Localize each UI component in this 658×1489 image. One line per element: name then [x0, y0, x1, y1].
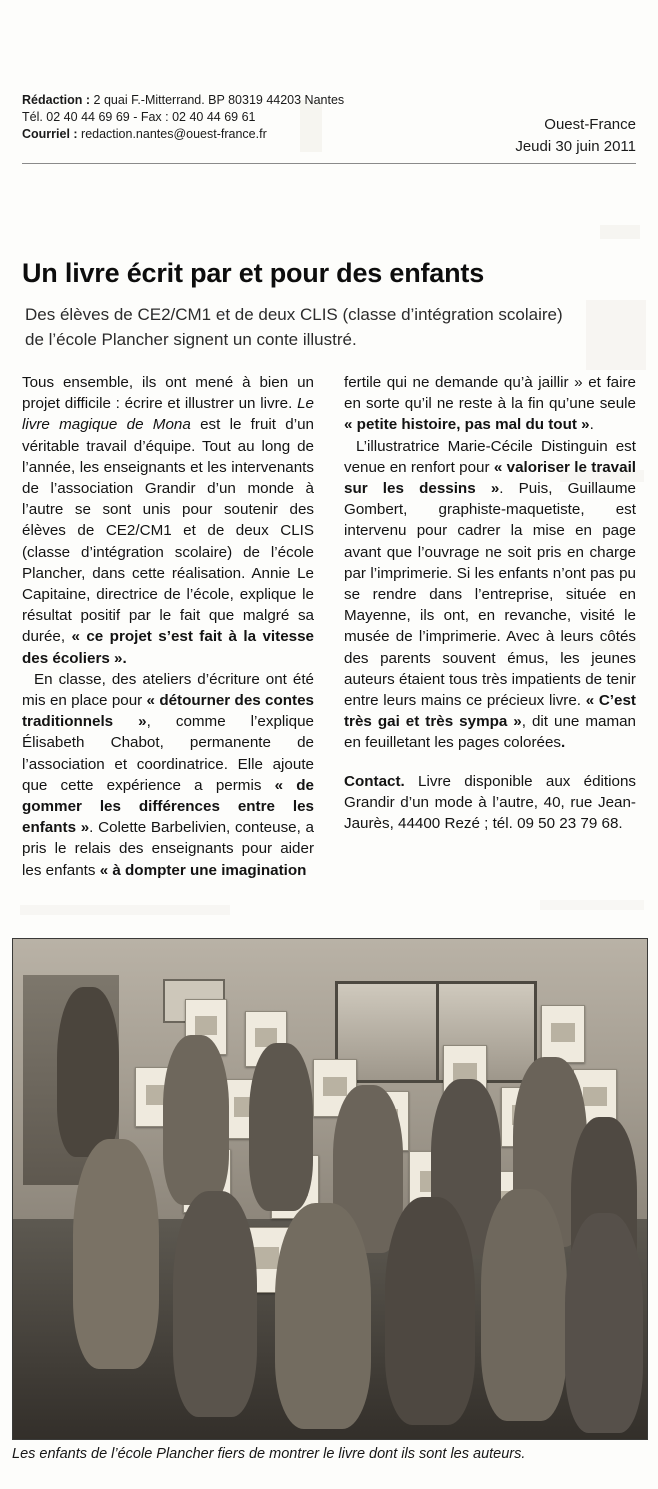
- child-figure: [173, 1191, 257, 1417]
- text-run: En classe, des ateliers d’écriture ont été mis en place pour: [22, 670, 314, 710]
- scan-artifact: [586, 300, 646, 370]
- held-book: [541, 1005, 585, 1063]
- text-run: fertile qui ne demande qu’à jaillir » et faire en sorte qu’il ne reste à la fin qu’une seule: [344, 374, 636, 413]
- masthead-publication-block: [515, 114, 636, 158]
- scan-artifact: [600, 225, 640, 239]
- contact-paragraph: [344, 771, 636, 835]
- text-run: est le fruit d’un véritable travail d’équipe. Tout au long de l’année, les enseignants et les intervenants de l’association Grandir d’un monde à l’autre se sont unis pour soutenir des élèves de CE2/CM1 et de deux CLIS (classe d’intégration scolaire) de l’école Plancher, dans cette réalisation. Annie Le Capitaine, directrice de l’école, explique le résultat positif par le fait que malgré sa durée,: [22, 416, 314, 646]
- article-photo: [12, 938, 648, 1440]
- contact-label: Contact.: [344, 772, 405, 790]
- paragraph: [22, 372, 314, 669]
- text-run-bold: « valoriser le travail sur les dessins »: [344, 458, 637, 498]
- paragraph: [344, 372, 636, 436]
- text-run: .: [589, 416, 594, 434]
- article-column-left: [22, 372, 314, 881]
- text-run-bold: « C’est très gai et très sympa »: [344, 692, 636, 731]
- text-run-bold: « de gommer les différences entre les enfants »: [22, 776, 315, 837]
- child-figure: [249, 1043, 313, 1211]
- text-run-italic: Le livre magique de Mona: [22, 395, 314, 434]
- article-body: [22, 372, 636, 932]
- photo-window: [335, 981, 537, 1083]
- text-run-bold: « détourner des contes traditionnels »: [22, 692, 314, 731]
- article-column-right: [344, 372, 636, 834]
- page-title: Un livre écrit par et pour des enfants: [22, 258, 485, 288]
- phone-line: Tél. 02 40 44 69 69 - Fax : 02 40 44 69 61: [22, 110, 256, 124]
- child-figure: [163, 1035, 229, 1205]
- child-figure: [385, 1197, 475, 1425]
- text-run: Tous ensemble, ils ont mené à bien un projet difficile : écrire et illustrer un livre.: [22, 374, 314, 413]
- publication-name: Ouest-France: [544, 116, 636, 133]
- paragraph: [344, 436, 636, 754]
- child-figure: [57, 987, 119, 1157]
- text-run: , dit une maman en feuilletant les pages colorées: [344, 713, 636, 752]
- text-run-bold: « à dompter une imagination: [99, 861, 307, 879]
- courriel-value: redaction.nantes@ouest-france.fr: [77, 127, 267, 141]
- child-figure: [481, 1189, 567, 1421]
- redaction-value: 2 quai F.-Mitterrand. BP 80319 44203 Nantes: [90, 93, 345, 107]
- text-run-bold: « petite histoire, pas mal du tout »: [344, 416, 590, 434]
- child-figure: [275, 1203, 371, 1429]
- masthead-divider: [22, 163, 636, 164]
- child-figure: [73, 1139, 159, 1369]
- courriel-label: Courriel :: [22, 127, 78, 141]
- contact-text: Livre disponible aux éditions Grandir d’un mode à l’autre, 40, rue Jean-Jaurès, 44400 Rezé ; tél. 09 50 23 79 68.: [344, 772, 636, 833]
- text-run-bold: « ce projet s’est fait à la vitesse des écoliers ».: [22, 628, 314, 667]
- masthead-contact-block: [22, 92, 402, 143]
- courriel-line: [22, 126, 402, 143]
- text-run-bold: .: [561, 734, 566, 752]
- photo-caption: Les enfants de l’école Plancher fiers de montrer le livre dont ils sont les auteurs.: [12, 1446, 526, 1462]
- article-standfirst: Des élèves de CE2/CM1 et de deux CLIS (classe d’intégration scolaire) de l’école Plancher signent un conte illustré.: [25, 305, 563, 349]
- text-run: L’illustratrice Marie-Cécile Distinguin est venue en renfort pour: [344, 437, 636, 476]
- paragraph: [22, 669, 314, 881]
- redaction-label: Rédaction :: [22, 93, 91, 107]
- child-figure: [565, 1213, 643, 1433]
- text-run: , comme l’explique Élisabeth Chabot, permanente de l’association et coordinatrice. Elle ajoute que cette expérience a permis: [22, 713, 314, 794]
- text-run: . Puis, Guillaume Gombert, graphiste-maquetiste, est intervenu pour cadrer la mise en page avant que l’ouvrage ne soit pris en charge par l’imprimerie. Si les enfants n’ont pas pu se rendre dans l’entreprise, située en Mayenne, ils ont, en revanche, visité le musée de l’imprimerie. Avec à leurs côtés des parents souvent émus, les jeunes auteurs étaient tous très impatients de tenir entre leurs mains ce précieux livre.: [344, 480, 636, 710]
- publication-date: Jeudi 30 juin 2011: [515, 138, 636, 155]
- text-run: . Colette Barbelivien, conteuse, a pris le relais des enseignants pour aider les enfants: [22, 819, 314, 879]
- redaction-line: [22, 92, 402, 109]
